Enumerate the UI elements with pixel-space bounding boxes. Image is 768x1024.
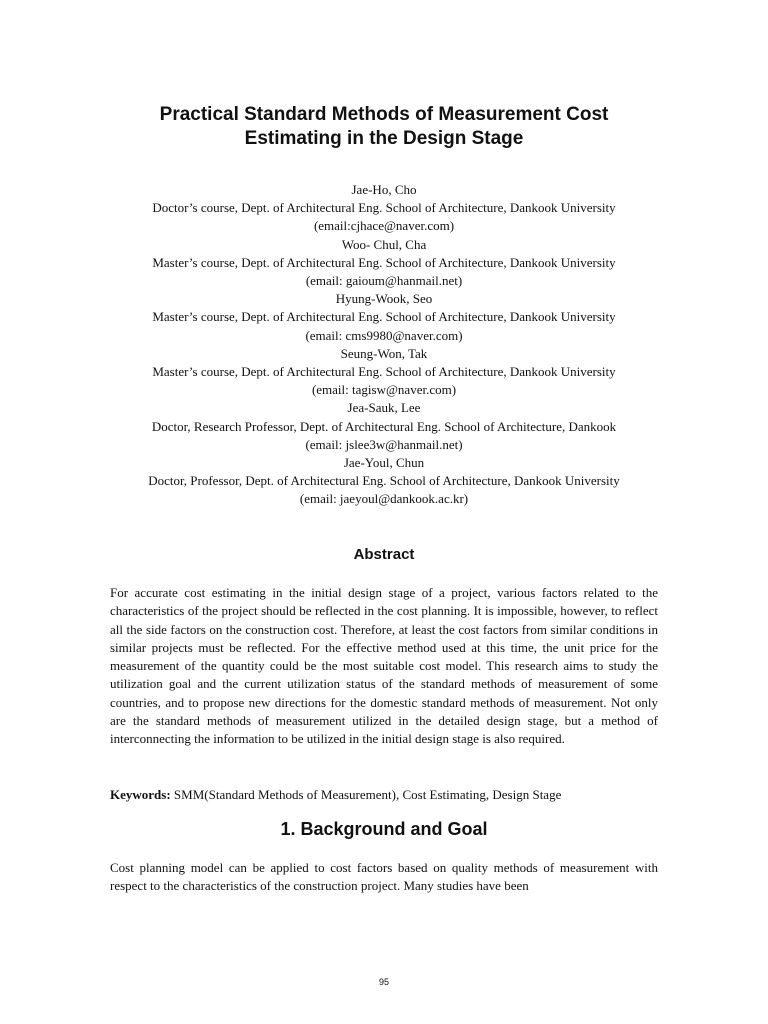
- author-name: Jae-Youl, Chun: [343, 455, 425, 471]
- keywords-label: Keywords:: [110, 787, 171, 802]
- author-email: (email: jaeyoul@dankook.ac.kr): [299, 491, 469, 507]
- section-body: Cost planning model can be applied to cost factors based on quality methods of measurement with respect to the characteristics of the construction project. Many studies have been: [110, 860, 658, 894]
- page-number: 95: [378, 977, 389, 987]
- author-affiliation: Master’s course, Dept. of Architectural Eng. School of Architecture, Dankook University: [152, 364, 616, 380]
- author-affiliation: Master’s course, Dept. of Architectural Eng. School of Architecture, Dankook University: [152, 309, 616, 325]
- author-email: (email: tagisw@naver.com): [311, 382, 457, 398]
- author-list: [60, 181, 708, 509]
- section-heading: 1. Background and Goal: [280, 819, 488, 839]
- title-line-1: Practical Standard Methods of Measurement Cost: [159, 104, 609, 125]
- abstract-body: For accurate cost estimating in the initial design stage of a project, various factors related to the characteristics of the project should be reflected in the cost planning. It is impossible, however, to reflect all the side factors on the construction cost. Therefore, at least the cost factors from similar conditions in similar projects must be reflected. For the effective method used at this time, the unit price for the measurement of the quantity could be the most suitable cost model. This research aims to study the utilization goal and the current utilization status of the standard methods of measurement of some countries, and to propose new directions for the domestic standard methods of measurement. Not only are the standard methods of measurement utilized in the detailed design stage, but a method of interconnecting the information to be utilized in the initial design stage is also required.: [110, 585, 658, 747]
- keywords-value: SMM(Standard Methods of Measurement), Cost Estimating, Design Stage: [170, 787, 562, 802]
- title-line-2: Estimating in the Design Stage: [244, 128, 524, 149]
- author-email: (email: jslee3w@hanmail.net): [305, 436, 463, 452]
- author-affiliation: Master’s course, Dept. of Architectural Eng. School of Architecture, Dankook University: [152, 254, 616, 270]
- author-name: Woo- Chul, Cha: [341, 236, 427, 252]
- keywords-line: [110, 786, 670, 804]
- author-name: Jae-Ho, Cho: [351, 182, 417, 197]
- author-affiliation: Doctor’s course, Dept. of Architectural Eng. School of Architecture, Dankook University: [152, 200, 616, 216]
- author-name: Jea-Sauk, Lee: [347, 400, 421, 416]
- author-affiliation: Doctor, Professor, Dept. of Architectural Eng. School of Architecture, Dankook University: [148, 473, 620, 489]
- author-name: Hyung-Wook, Seo: [335, 291, 433, 307]
- paper-title: [60, 103, 708, 151]
- author-affiliation: Doctor, Research Professor, Dept. of Architectural Eng. School of Architecture, Dankook: [151, 418, 617, 434]
- author-email: (email:cjhace@naver.com): [313, 218, 455, 234]
- abstract-heading: Abstract: [353, 546, 415, 563]
- author-name: Seung-Won, Tak: [340, 345, 428, 361]
- author-email: (email: cms9980@naver.com): [305, 327, 463, 343]
- author-email: (email: gaioum@hanmail.net): [305, 273, 463, 289]
